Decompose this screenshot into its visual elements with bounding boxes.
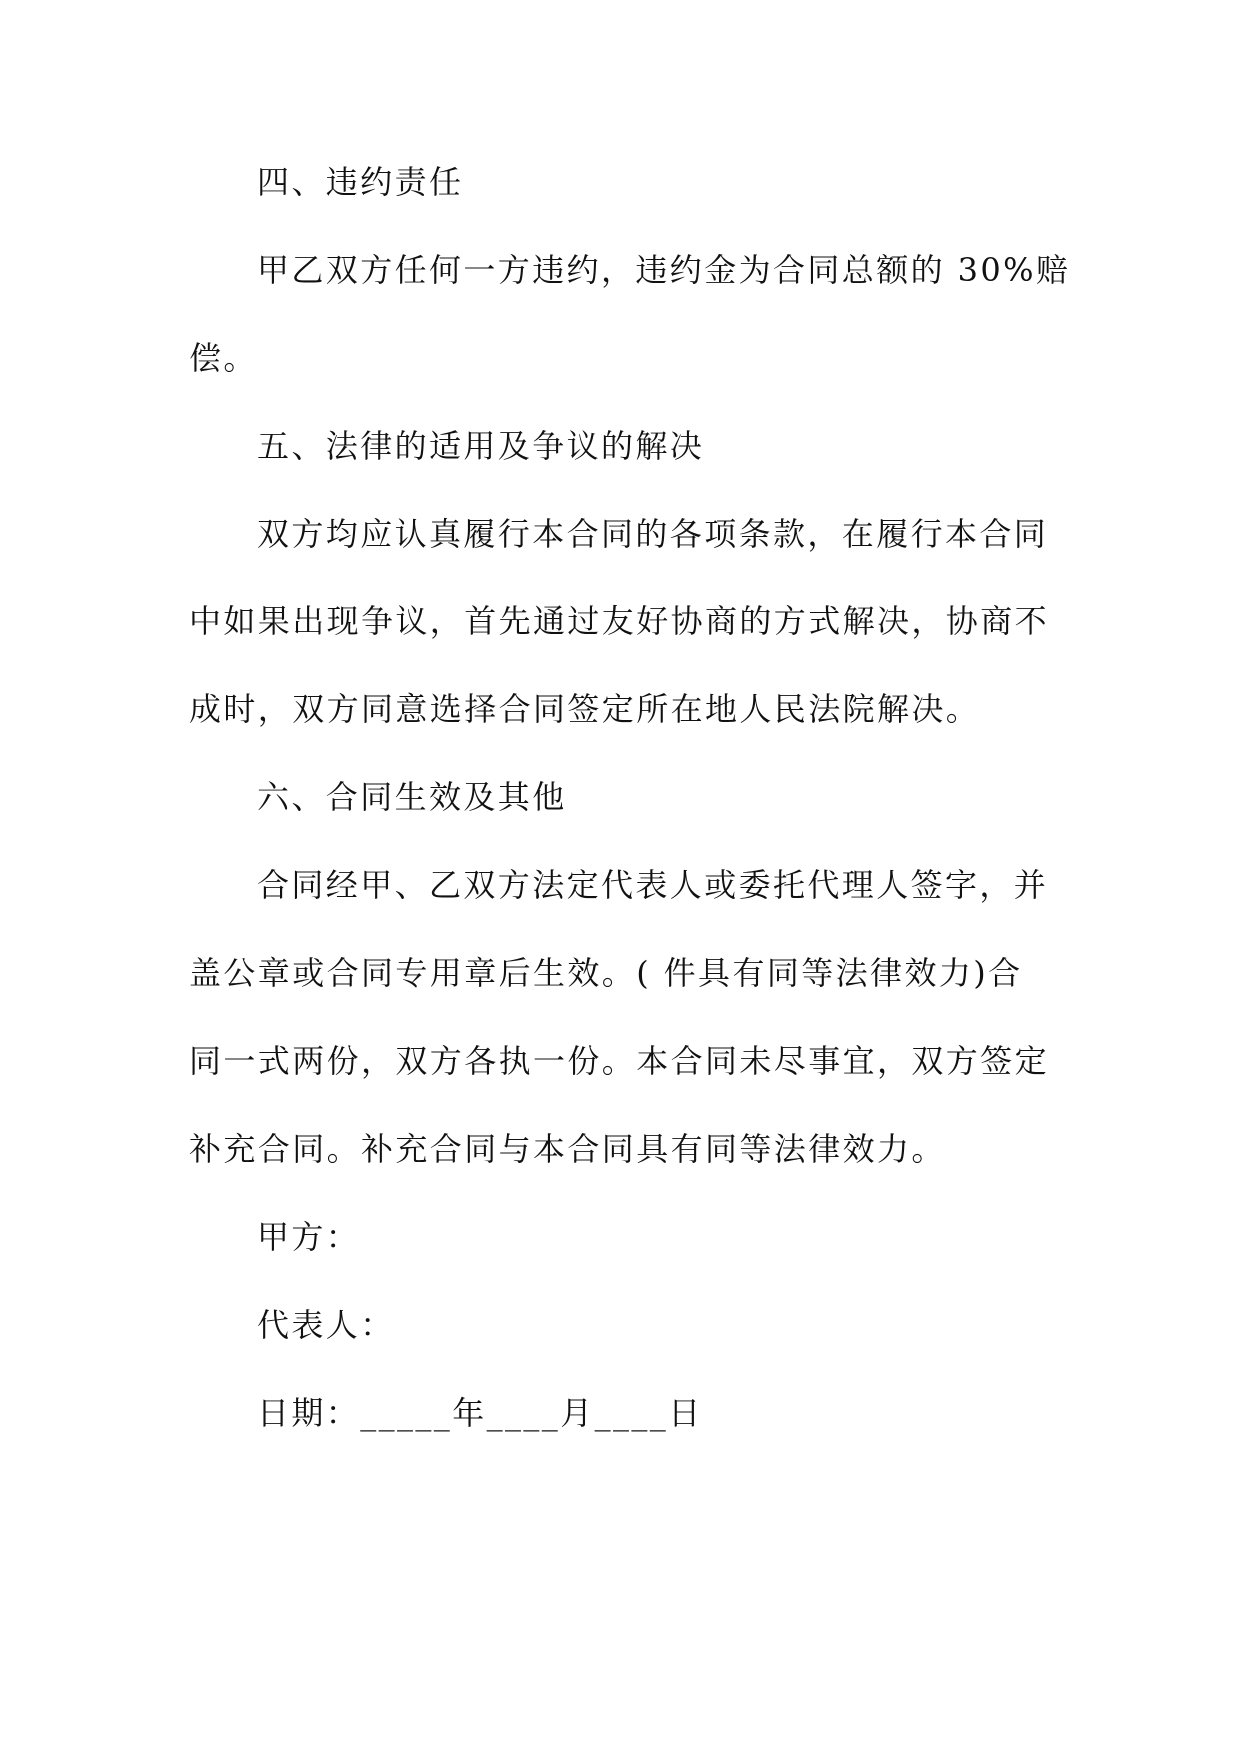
effect-paragraph-line-2: 盖公章或合同专用章后生效。( 件具有同等法律效力)合: [189, 954, 1023, 992]
effect-paragraph-line-3: 同一式两份，双方各执一份。本合同未尽事宜，双方签定: [189, 1042, 1050, 1080]
heading-effectiveness: 六、合同生效及其他: [257, 778, 567, 816]
dispute-paragraph-line-3: 成时，双方同意选择合同签定所在地人民法院解决。: [189, 690, 981, 728]
effect-paragraph-line-4: 补充合同。补充合同与本合同具有同等法律效力。: [189, 1130, 946, 1168]
dispute-paragraph-line-2: 中如果出现争议，首先通过友好协商的方式解决，协商不: [189, 602, 1050, 640]
heading-breach-liability: 四、违约责任: [257, 163, 464, 201]
breach-paragraph-line-2: 偿。: [189, 339, 258, 377]
heading-law-and-disputes: 五、法律的适用及争议的解决: [257, 427, 705, 465]
party-a-label: 甲方：: [257, 1218, 361, 1256]
effect-paragraph-line-1: 合同经甲、乙双方法定代表人或委托代理人签字，并: [257, 866, 1049, 904]
dispute-paragraph-line-1: 双方均应认真履行本合同的各项条款，在履行本合同: [257, 515, 1049, 553]
breach-paragraph-line-1: 甲乙双方任何一方违约，违约金为合同总额的 30%赔: [257, 251, 1071, 289]
date-line: 日期：_____年____月____日: [257, 1394, 703, 1432]
representative-label: 代表人：: [257, 1306, 395, 1344]
